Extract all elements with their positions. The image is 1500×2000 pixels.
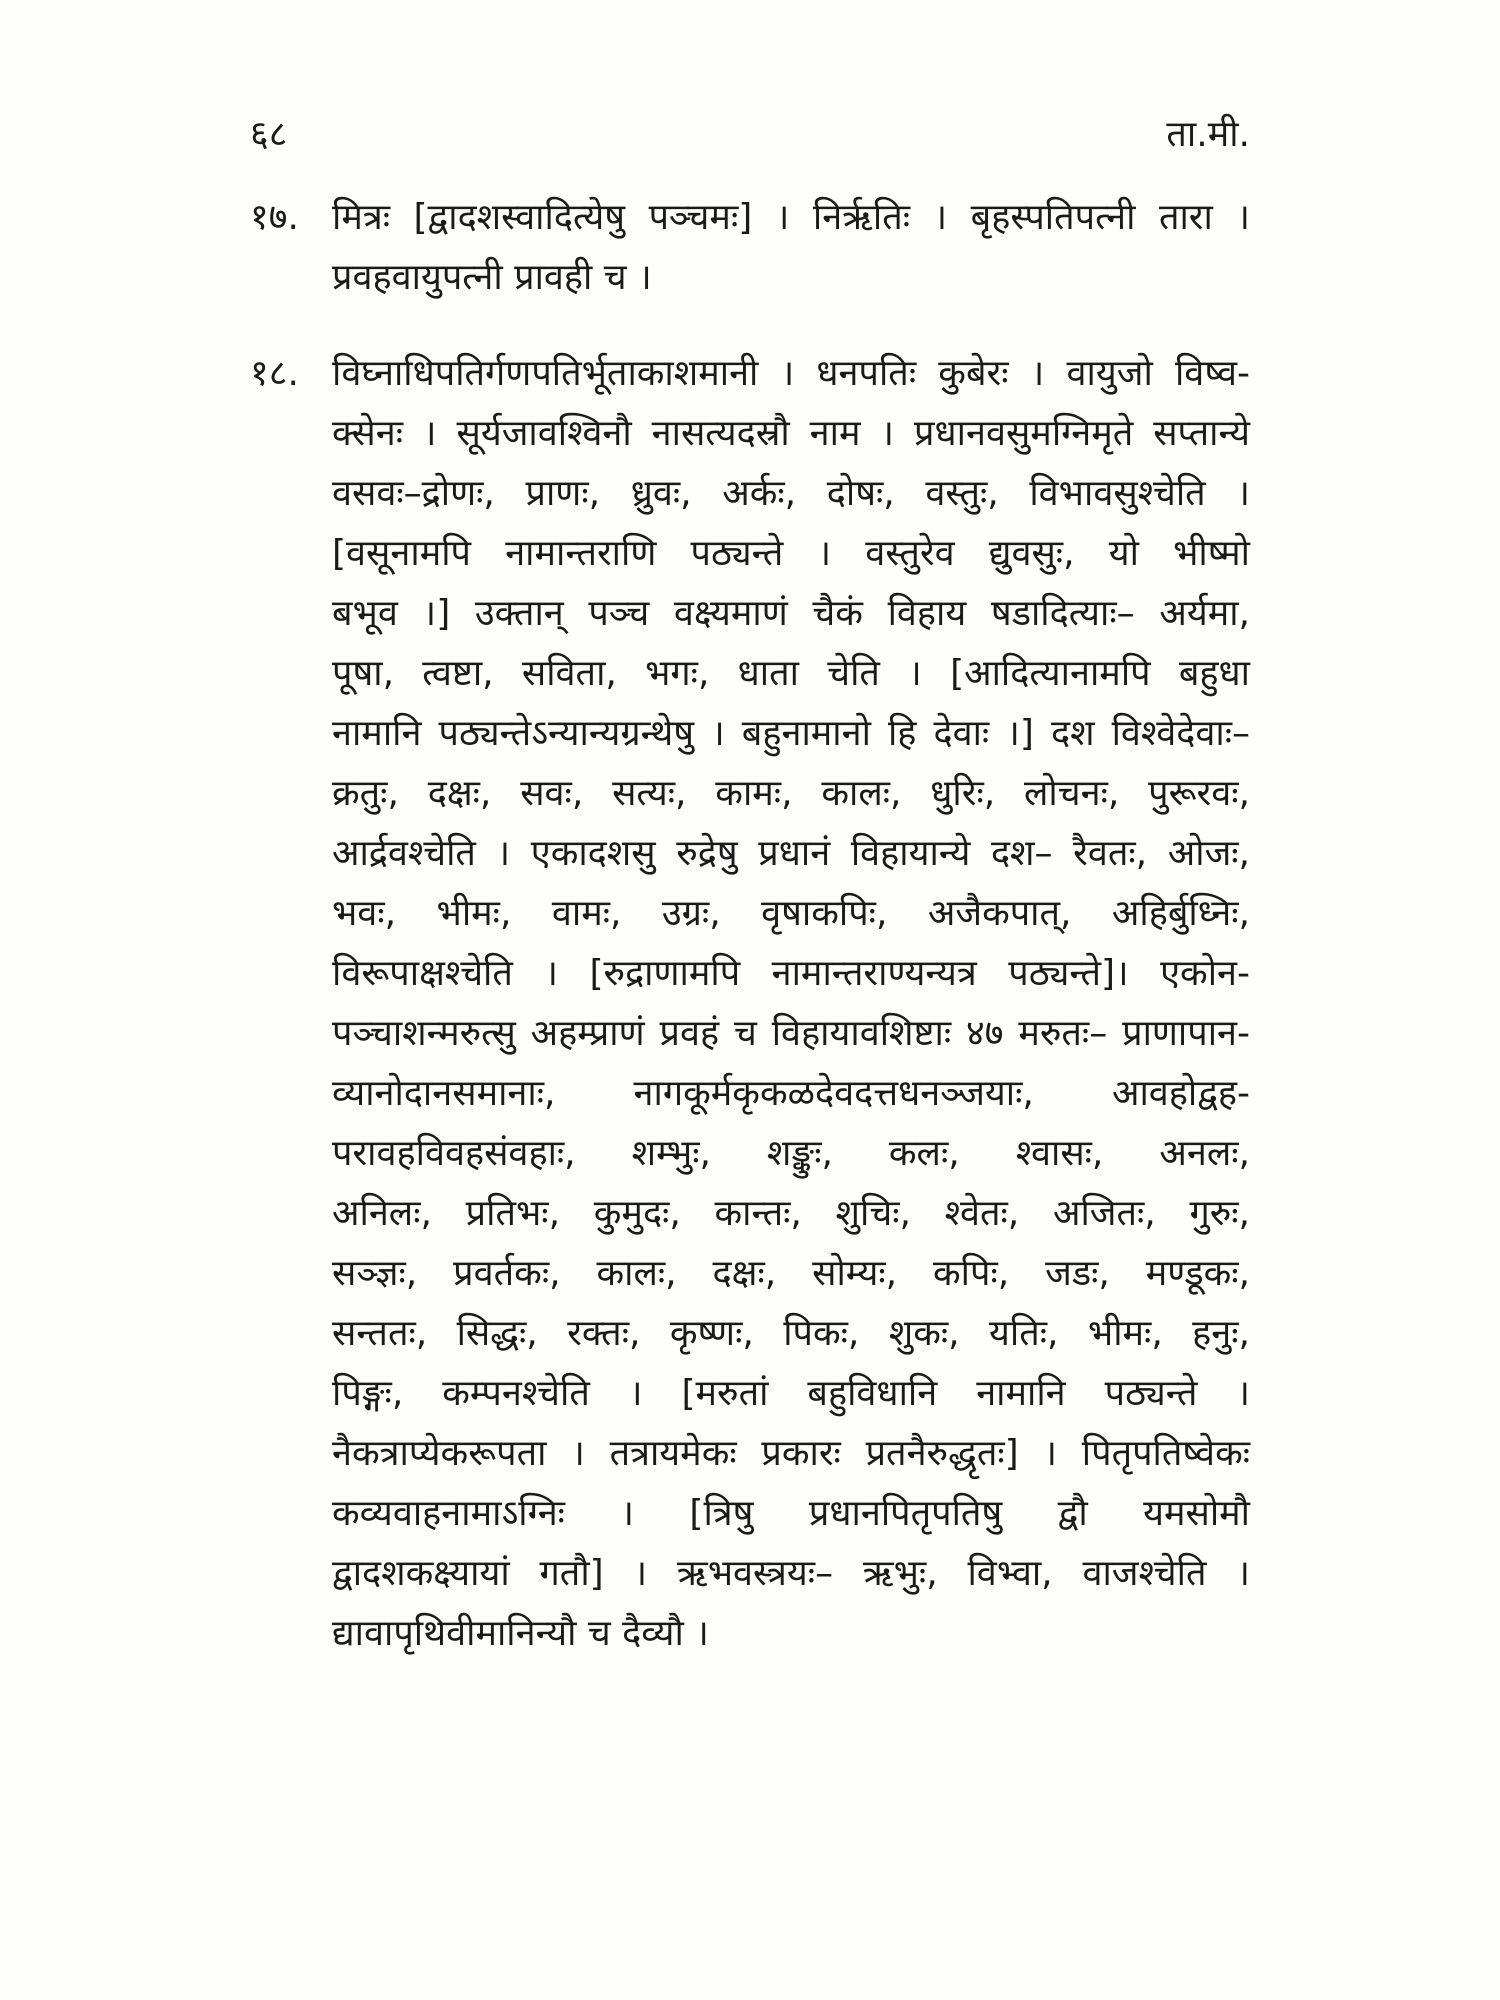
- text-line: कव्यवाहनामाऽग्निः । [त्रिषु प्रधानपितृपतिषु द्वौ यमसोमौ: [332, 1493, 1250, 1534]
- page-header: [250, 108, 1250, 158]
- text-line: द्वादशकक्ष्यायां गतौ] । ऋभवस्त्रयः– ऋभुः, विभ्वा, वाजश्चेति ।: [332, 1553, 1250, 1594]
- verse-number: १८.: [250, 353, 299, 394]
- text-line: विरूपाक्षश्चेति । [रुद्राणामपि नामान्तराण्यन्यत्र पठ्यन्ते]। एकोन-: [332, 953, 1250, 994]
- text-line: अनिलः, प्रतिभः, कुमुदः, कान्तः, शुचिः, श्वेतः, अजितः, गुरुः,: [332, 1193, 1250, 1234]
- text-line: नैकत्राप्येकरूपता । तत्रायमेकः प्रकारः प्रतनैरुद्धृतः] । पितृपतिष्वेकः: [332, 1433, 1250, 1474]
- text-line: द्यावापृथिवीमानिन्यौ च दैव्यौ ।: [332, 1613, 709, 1654]
- page-number: ६८: [250, 114, 288, 155]
- running-head: ता.मी.: [1166, 114, 1250, 155]
- verse-18: [250, 344, 1250, 1664]
- verse-number: १७.: [250, 197, 299, 238]
- text-line: सन्ततः, सिद्धः, रक्तः, कृष्णः, पिकः, शुकः, यतिः, भीमः, हनुः,: [332, 1313, 1250, 1354]
- text-line: सञ्ज्ञः, प्रवर्तकः, कालः, दक्षः, सोम्यः, कपिः, जडः, मण्डूकः,: [332, 1253, 1250, 1294]
- text-line: पूषा, त्वष्टा, सविता, भगः, धाता चेति । [आदित्यानामपि बहुधा: [332, 653, 1250, 694]
- text-line: मित्रः [द्वादशस्वादित्येषु पञ्चमः] । निरृतिः । बृहस्पतिपत्नी तारा ।: [332, 197, 1250, 238]
- text-line: प्रवहवायुपत्नी प्रावही च ।: [332, 257, 652, 298]
- text-line: क्सेनः । सूर्यजावश्विनौ नासत्यदस्रौ नाम । प्रधानवसुमग्निमृते सप्तान्ये: [332, 413, 1250, 454]
- text-line: परावहविवहसंवहाः, शम्भुः, शङ्कुः, कलः, श्वासः, अनलः,: [332, 1133, 1250, 1174]
- text-line: नामानि पठ्यन्तेऽन्यान्यग्रन्थेषु । बहुनामानो हि देवाः ।] दश विश्वेदेवाः–: [332, 713, 1250, 754]
- text-line: बभूव ।] उक्तान् पञ्च वक्ष्यमाणं चैकं विहाय षडादित्याः– अर्यमा,: [332, 593, 1250, 634]
- text-line: [वसूनामपि नामान्तराणि पठ्यन्ते । वस्तुरेव द्युवसुः, यो भीष्मो: [332, 533, 1250, 574]
- text-line: पञ्चाशन्मरुत्सु अहम्प्राणं प्रवहं च विहायावशिष्टाः ४७ मरुतः– प्राणापान-: [332, 1013, 1250, 1054]
- verse-17: [250, 188, 1250, 308]
- text-line: आर्द्रवश्चेति । एकादशसु रुद्रेषु प्रधानं विहायान्ये दश– रैवतः, ओजः,: [332, 833, 1250, 874]
- text-line: भवः, भीमः, वामः, उग्रः, वृषाकपिः, अजैकपात्, अहिर्बुध्निः,: [332, 893, 1250, 934]
- text-line: व्यानोदानसमानाः, नागकूर्मकृकळदेवदत्तधनञ्जयाः, आवहोद्वह-: [332, 1073, 1250, 1114]
- body-text: [250, 188, 1250, 1700]
- text-line: क्रतुः, दक्षः, सवः, सत्यः, कामः, कालः, धुरिः, लोचनः, पुरूरवः,: [332, 773, 1250, 814]
- text-line: विघ्नाधिपतिर्गणपतिर्भूताकाशमानी । धनपतिः कुबेरः । वायुजो विष्व-: [332, 353, 1250, 394]
- text-line: वसवः–द्रोणः, प्राणः, ध्रुवः, अर्कः, दोषः, वस्तुः, विभावसुश्चेति ।: [332, 473, 1250, 514]
- text-line: पिङ्गः, कम्पनश्चेति । [मरुतां बहुविधानि नामानि पठ्यन्ते ।: [332, 1373, 1250, 1414]
